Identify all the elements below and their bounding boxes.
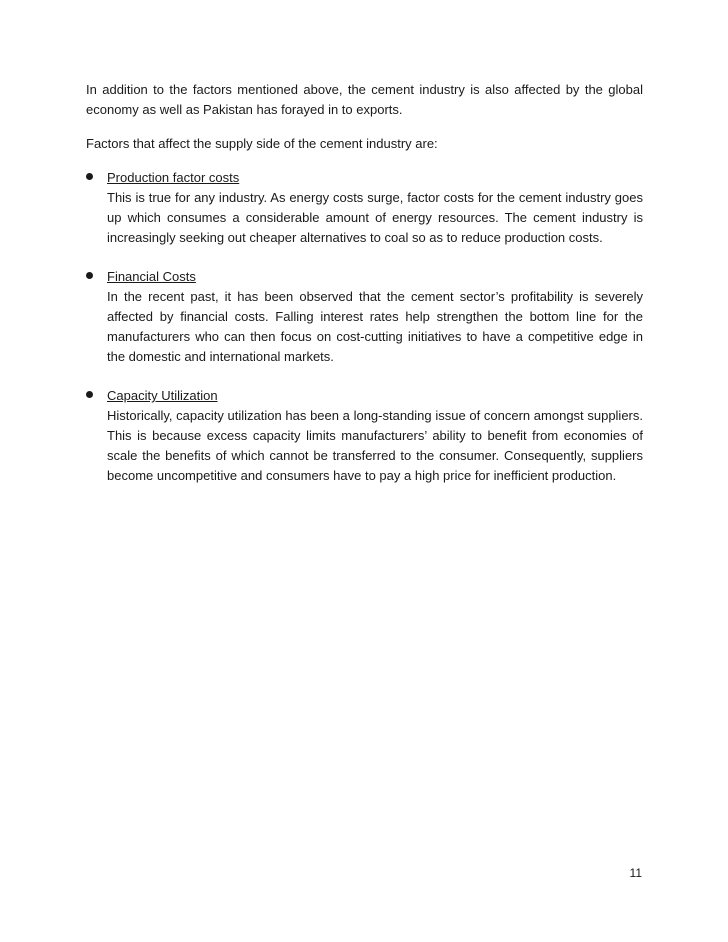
factor-description: This is true for any industry. As energy costs surge, factor costs for the cement industry goes up which consumes a considerable amount of energy resources. The cement industry is increasingly seeking out cheaper alternatives to coal so as to reduce production costs.	[107, 190, 643, 245]
list-item	[86, 386, 643, 486]
intro-paragraph: In addition to the factors mentioned above, the cement industry is also affected by the global economy as well as Pakistan has forayed in to exports.	[86, 82, 643, 117]
bullet-icon	[86, 272, 93, 279]
page-number: 11	[629, 866, 642, 880]
document-page	[86, 80, 643, 505]
supply-factors-lead-in: Factors that affect the supply side of the cement industry are:	[86, 136, 438, 151]
bullet-icon	[86, 173, 93, 180]
factor-heading: Financial Costs	[107, 269, 196, 284]
list-item	[86, 168, 643, 248]
factor-description: In the recent past, it has been observed that the cement sector’s profitability is severely affected by financial costs. Falling interest rates help strengthen the bottom line for the manufacturers who can then focus on cost-cutting initiatives to have a competitive edge in the domestic and international markets.	[107, 289, 643, 364]
bullet-icon	[86, 391, 93, 398]
list-item	[86, 267, 643, 367]
factor-heading: Production factor costs	[107, 170, 240, 185]
supply-factors-list	[86, 168, 643, 486]
factor-heading: Capacity Utilization	[107, 388, 218, 403]
factor-description: Historically, capacity utilization has been a long-standing issue of concern amongst suppliers. This is because excess capacity limits manufacturers’ ability to benefit from economies of scale the benefits of which cannot be transferred to the consumer. Consequently, suppliers become uncompetitive and consumers have to pay a high price for inefficient production.	[107, 408, 643, 483]
